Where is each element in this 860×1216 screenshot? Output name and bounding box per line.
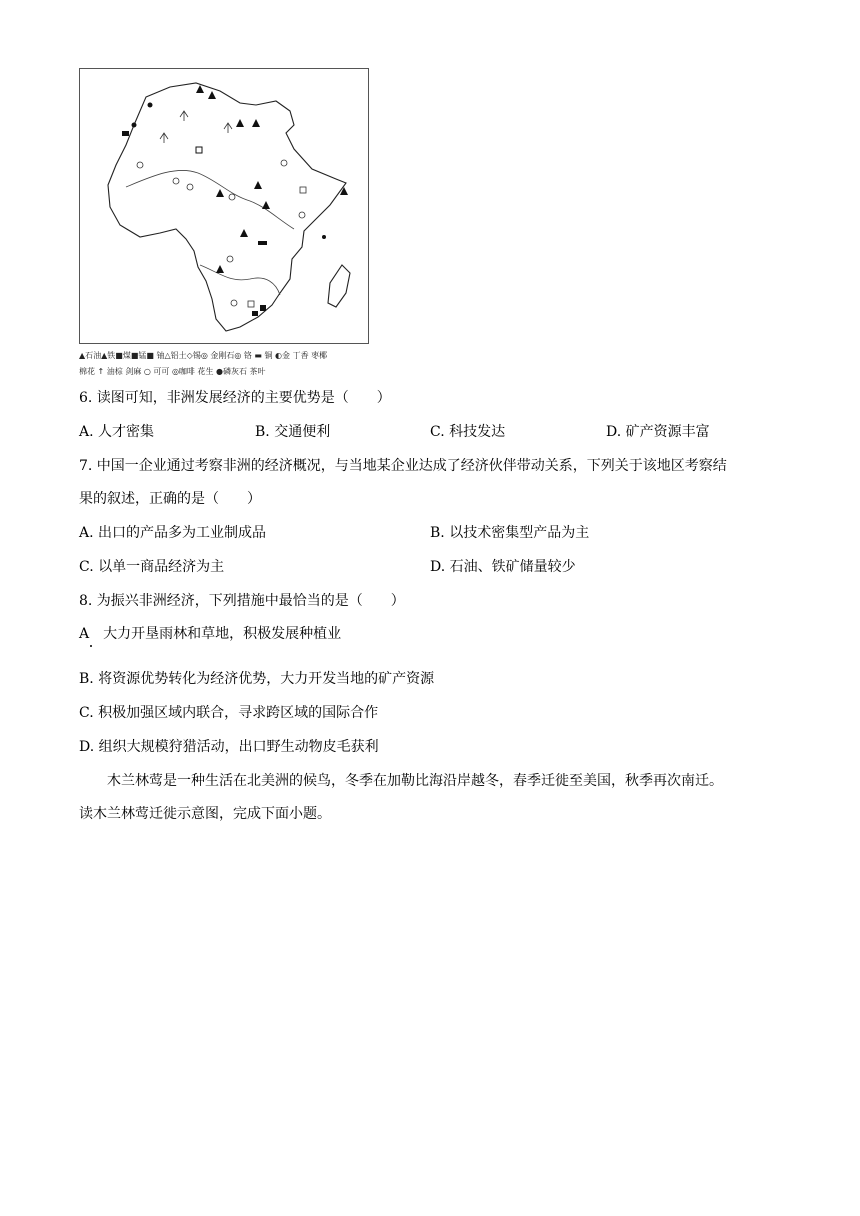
q7-option-d[interactable]: D. 石油、铁矿储量较少 [430, 559, 576, 575]
q8-option-c[interactable]: C. 积极加强区域内联合，寻求跨区域的国际合作 [79, 705, 379, 721]
q7-option-a[interactable]: A. 出口的产品多为工业制成品 [79, 525, 267, 541]
coal-symbol [122, 131, 129, 136]
q6-option-a[interactable]: A. 人才密集 [79, 424, 155, 440]
crop-symbols [137, 111, 306, 307]
map-legend-line-2: 棉花 ↑ 油棕 剑麻 ○ 可可 ◎咖啡 花生 ●磷灰石 茶叶 [79, 367, 266, 376]
q6-option-d[interactable]: D. 矿产资源丰富 [606, 424, 710, 440]
q7-option-b[interactable]: B. 以技术密集型产品为主 [430, 525, 590, 541]
q7-stem-line-2: 果的叙述，正确的是（ ） [79, 491, 261, 507]
diamond-symbol [227, 256, 233, 262]
coal-symbol [252, 311, 258, 316]
phosphate-symbol [322, 235, 326, 239]
passage-line-1: 木兰林莺是一种生活在北美洲的候鸟，冬季在加勒比海沿岸越冬，春季迁徙至美国，秋季再次南迁。 [107, 773, 723, 789]
q7-stem-line-1: 7. 中国一企业通过考察非洲的经济概况，与当地某企业达成了经济伙伴带动关系，下列关于该地区考察结 [79, 458, 727, 474]
africa-outline [108, 83, 346, 331]
date-palm-symbol [224, 123, 232, 133]
region-contour-2 [200, 265, 280, 295]
iron-symbol [252, 119, 260, 127]
oil-symbol [254, 181, 262, 189]
resource-symbols [122, 85, 348, 316]
phosphate-symbol [148, 103, 153, 108]
q6-stem: 6. 读图可知，非洲发展经济的主要优势是（ ） [79, 390, 391, 406]
oil-symbol [208, 91, 216, 99]
iron-symbol [216, 265, 224, 273]
africa-map-drawing [80, 69, 368, 343]
iron-symbol [236, 119, 244, 127]
q8-option-b[interactable]: B. 将资源优势转化为经济优势，大力开发当地的矿产资源 [79, 671, 435, 687]
date-palm-symbol [180, 111, 188, 121]
q8-option-d[interactable]: D. 组织大规模狩猎活动，出口野生动物皮毛获利 [79, 739, 379, 755]
region-contour [126, 170, 294, 229]
q8-option-a[interactable]: A 大力开垦雨林和草地，积极发展种植业 [79, 626, 342, 642]
q7-option-c[interactable]: C. 以单一商品经济为主 [79, 559, 225, 575]
copper-symbol [258, 241, 267, 245]
coffee-symbol [299, 212, 305, 218]
tin-symbol [248, 301, 254, 307]
passage-line-2: 读木兰林莺迁徙示意图，完成下面小题。 [79, 806, 331, 822]
q6-option-c[interactable]: C. 科技发达 [430, 424, 506, 440]
punctuation-dot [90, 645, 92, 647]
africa-resource-map [79, 68, 369, 344]
oil-symbol [216, 189, 224, 197]
q8-stem: 8. 为振兴非洲经济，下列措施中最恰当的是（ ） [79, 593, 405, 609]
cocoa-symbol [173, 178, 179, 184]
tin-symbol [300, 187, 306, 193]
manganese-symbol [196, 147, 202, 153]
iron-symbol [262, 201, 270, 209]
cocoa-symbol [187, 184, 193, 190]
diamond-symbol [231, 300, 237, 306]
oil-symbol [340, 187, 348, 195]
coal-symbol [260, 305, 266, 311]
oil-symbol [240, 229, 248, 237]
q6-option-b[interactable]: B. 交通便利 [255, 424, 331, 440]
map-legend-line-1: ▲石油▲铁■煤■锰■ 铀△铝土◇锡◎ 金刚石◎ 铬 ▬ 铜 ◐金 丁香 枣椰 [79, 351, 328, 360]
cotton-symbol [281, 160, 287, 166]
oil-symbol [196, 85, 204, 93]
coffee-symbol [229, 194, 235, 200]
phosphate-symbol [132, 123, 137, 128]
cotton-symbol [137, 162, 143, 168]
madagascar-outline [328, 265, 350, 307]
date-palm-symbol [160, 133, 168, 143]
